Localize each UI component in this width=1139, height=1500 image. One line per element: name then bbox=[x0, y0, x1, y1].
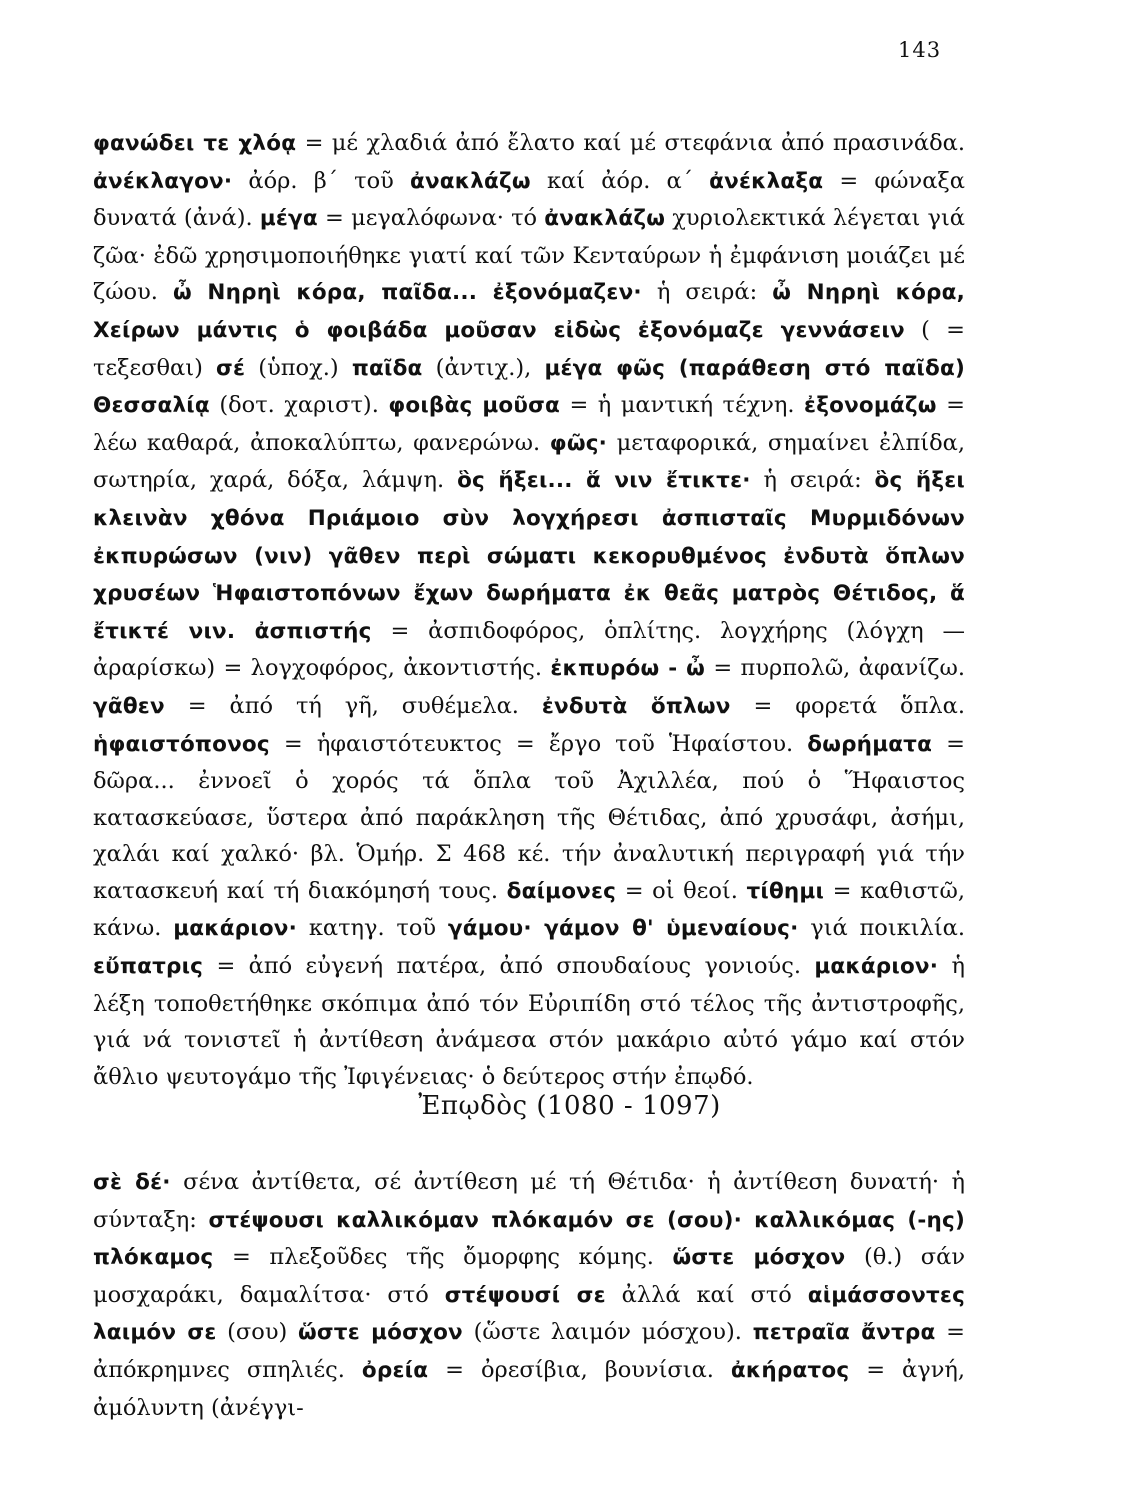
commentary-paragraph: φανώδει τε χλόᾳ = μέ χλαδιά ἀπό ἔλατο καί μέ στεφάνια ἀπό πρασινάδα. ἀνέκλαγον· ἀόρ. β΄ τοῦ ἀνακλάζω καί ἀόρ. α΄ ἀνέκλαξα = φώναξα δυνατά (ἀνά). μέγα = μεγαλόφωνα· τό ἀνακλάζω χυριολεκτικά λέγεται γιά ζῶα· ἐδῶ χρησιμοποιήθηκε γιατί καί τῶν Κενταύρων ἡ ἐμφάνιση μοιάζει μέ ζώου. ὦ Νηρηὶ κόρα, παῖδα... ἐξονόμαζεν· ἡ σειρά: ὦ Νηρηὶ κόρα, Χείρων μάντις ὁ φοιβάδα μοῦσαν εἰδὼς ἐξονόμαζε γεννάσειν ( = τεξεσθαι) σέ (ὑποχ.) παῖδα (ἀντιχ.), μέγα φῶς (παράθεση στό παῖδα) Θεσσαλίᾳ (δοτ. χαριστ). φοιβὰς μοῦσα = ἡ μαντική τέχνη. ἐξονομάζω = λέω καθαρά, ἀποκαλύπτω, φανερώνω. φῶς· μεταφορικά, σημαίνει ἐλπίδα, σωτηρία, χαρά, δόξα, λάμψη. ὃς ἥξει... ἅ νιν ἔτικτε· ἡ σειρά: ὃς ἥξει κλεινὰν χθόνα Πριάμοιο σὺν λογχήρεσι ἀσπισταῖς Μυρμιδόνων ἐκπυρώσων (νιν) γᾶθεν περὶ σώματι κεκορυθμένος ἐνδυτὰ ὅπλων χρυσέων Ἡφαιστοπόνων ἔχων δωρήματα ἐκ θεᾶς ματρὸς Θέτιδος, ἅ ἔτικτέ νιν. ἀσπιστής = ἀσπιδοφόρος, ὁπλίτης. λογχήρης (λόγχη — ἀραρίσκω) = λογχοφόρος, ἀκοντιστής. ἐκπυρόω - ὦ = πυρπολῶ, ἀφανίζω. γᾶθεν = ἀπό τή γῆ, συθέμελα. ἐνδυτὰ ὅπλων = φορετά ὅπλα. ἡφαιστόπονος = ἡφαιστότευκτος = ἔργο τοῦ Ἡφαίστου. δωρήματα = δῶρα... ἐννοεῖ ὁ χορός τά ὅπλα τοῦ Ἀχιλλέα, πού ὁ Ἥφαιστος κατασκεύασε, ὕστερα ἀπό παράκληση τῆς Θέτιδας, ἀπό χρυσάφι, ἀσήμι, χαλάι καί χαλκό· βλ. Ὁμήρ. Σ 468 κέ. τήν ἀναλυτική περιγραφή γιά τήν κατασκευή καί τή διακόμησή τους. δαίμονες = οἱ θεοί. τίθημι = καθιστῶ, κάνω. μακάριον· κατηγ. τοῦ γάμου· γάμον θ' ὑμεναίους· γιά ποικιλία. εὔπατρις = ἀπό εὐγενή πατέρα, ἀπό σπουδαίους γονιούς. μακάριον· ἡ λέξη τοποθετήθηκε σκόπιμα ἀπό τόν Εὐριπίδη στό τέλος τῆς ἀντιστροφῆς, γιά νά τονιστεῖ ἡ ἀντίθεση ἀνάμεσα στόν μακάριο αὐτό γάμο καί στόν ἄθλιο ψευτογάμο τῆς Ἰφιγένειας· ὁ δεύτερος στήν ἐπῳδό. bbox=[93, 130, 966, 1090]
section-title-epode: Ἐπῳδὸς (1080 - 1097) bbox=[418, 1091, 721, 1121]
epode-commentary-text bbox=[93, 1164, 965, 1426]
epode-paragraph: σὲ δέ· σένα ἀντίθετα, σέ ἀντίθεση μέ τή Θέτιδα· ἡ ἀντίθεση δυνατή· ἡ σύνταξη: στέψουσι καλλικόμαν πλόκαμόν σε (σου)· καλλικόμας (-ης) πλόκαμος = πλεξοῦδες τῆς ὄμορφης κόμης. ὥστε μόσχον (θ.) σάν μοσχαράκι, δαμαλίτσα· στό στέψουσί σε ἀλλά καί στό αἱμάσσοντες λαιμόν σε (σου) ὥστε μόσχον (ὥστε λαιμόν μόσχου). πετραῖα ἄντρα = ἀπόκρημνες σπηλιές. ὀρεία = ὀρεσίβια, βουνίσια. ἀκήρατος = ἀγνή, ἀμόλυντη (ἀνέγγι- bbox=[93, 1169, 966, 1421]
commentary-text bbox=[93, 125, 965, 1095]
page-number: 143 bbox=[898, 38, 942, 62]
